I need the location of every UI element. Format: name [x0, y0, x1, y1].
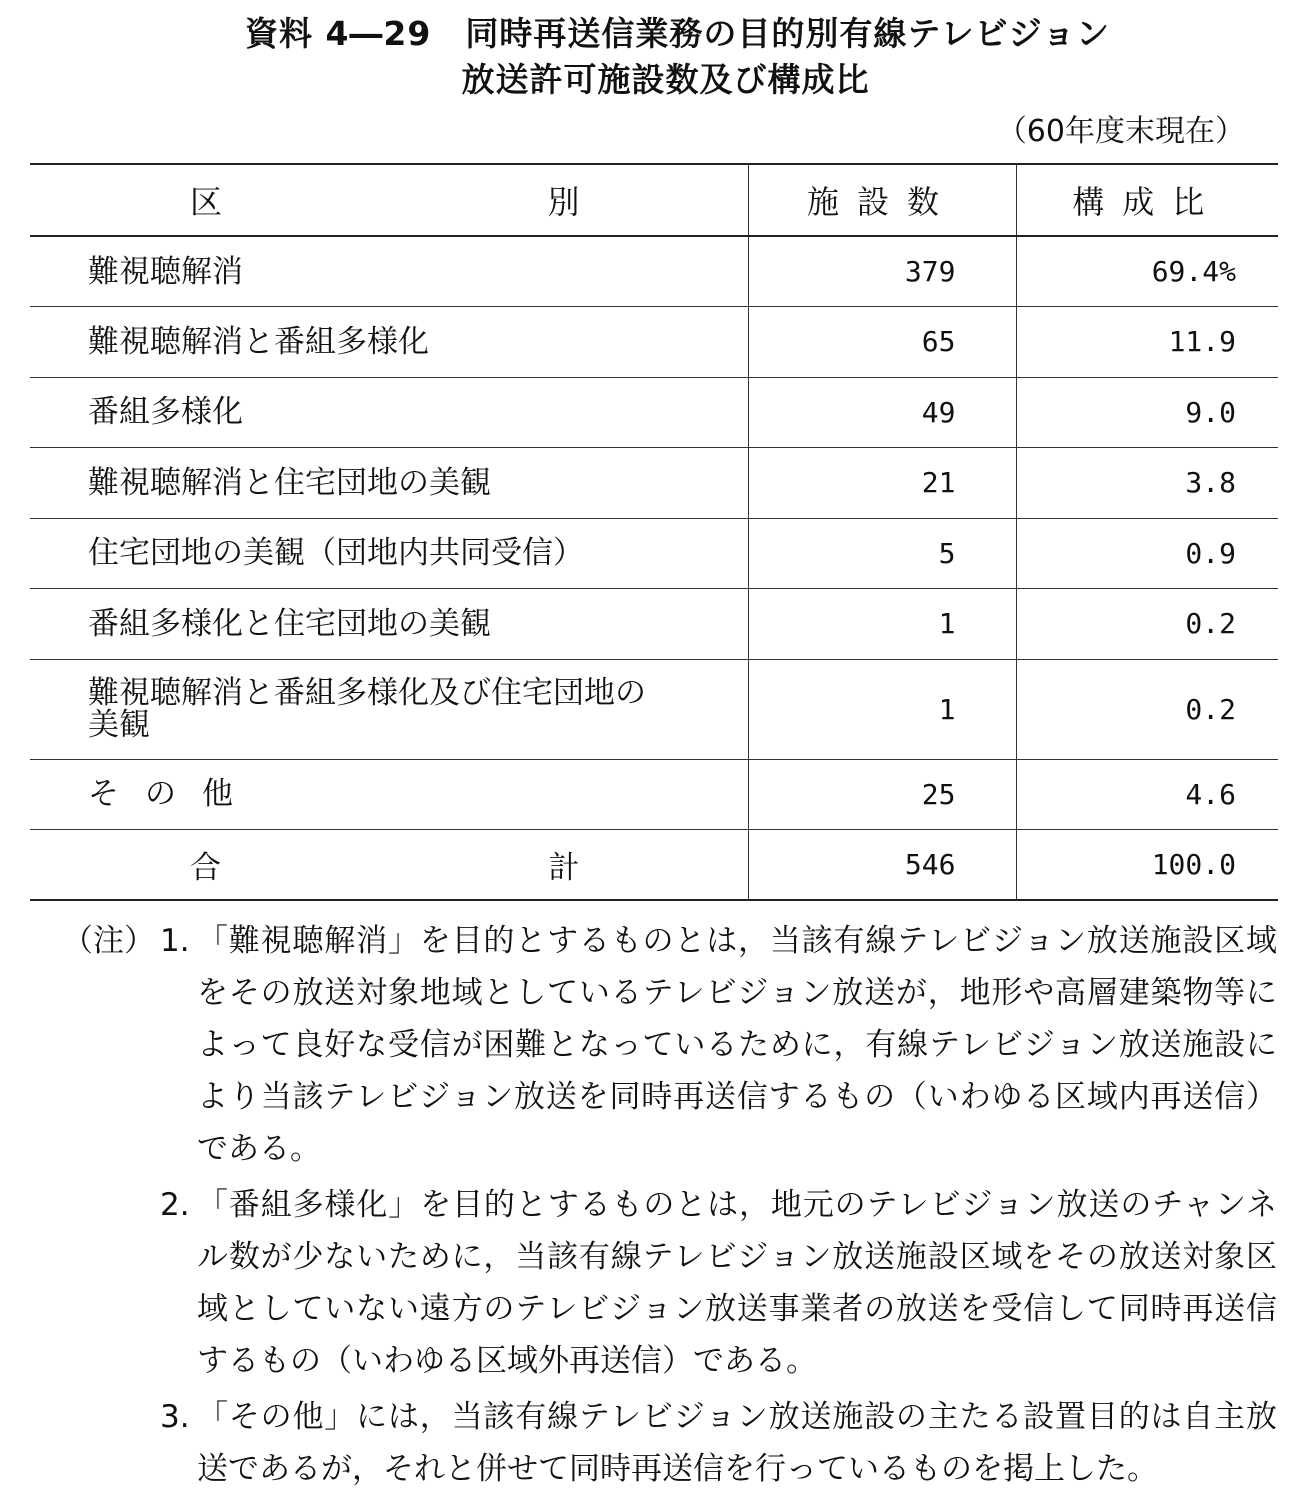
- row-ratio: 0.2: [1016, 589, 1278, 660]
- note-item: [62, 1179, 1277, 1387]
- table-row: [30, 518, 1278, 589]
- row-ratio: 11.9: [1016, 307, 1278, 378]
- row-ratio: 0.9: [1016, 518, 1278, 589]
- row-ratio: 4.6: [1016, 759, 1278, 830]
- table-row: [30, 236, 1278, 307]
- row-label: [30, 659, 748, 759]
- as-of-date-note: （60年度末現在）: [996, 114, 1245, 149]
- facilities-table: [30, 163, 1278, 901]
- header-category-right: 別: [547, 183, 580, 221]
- note-number: 1.: [160, 923, 190, 959]
- notes-heading: （注）: [62, 923, 155, 959]
- row-label: 住宅団地の美観（団地内共同受信）: [88, 535, 584, 572]
- row-count: 65: [748, 307, 1016, 378]
- total-count: 546: [748, 830, 1016, 901]
- table-row: [30, 759, 1278, 830]
- row-ratio: 0.2: [1016, 659, 1278, 759]
- document-title-line1: 資料 4―29 同時再送信業務の目的別有線テレビジョン: [244, 14, 1111, 53]
- row-ratio: 69.4%: [1016, 236, 1278, 307]
- total-row: [30, 830, 1278, 901]
- total-label-left: 合: [190, 850, 221, 886]
- total-label-right: 計: [548, 850, 580, 886]
- note-text: 「その他」には，当該有線テレビジョン放送施設の主たる設置目的は自主放送であるが，それと併せて同時再送信を行っているものを掲上した。: [197, 1399, 1277, 1487]
- note-number: 2.: [160, 1187, 190, 1223]
- table-row: [30, 307, 1278, 378]
- row-label: 番組多様化と住宅団地の美観: [88, 605, 491, 642]
- row-label: その他: [88, 776, 259, 813]
- header-category-left: 区: [190, 183, 223, 221]
- row-ratio: 3.8: [1016, 448, 1278, 519]
- header-facilities: 施設数: [748, 164, 1016, 236]
- row-count: 379: [748, 236, 1016, 307]
- row-label-line1: 難視聴解消と番組多様化及び住宅団地の: [88, 675, 646, 711]
- note-item: [62, 1391, 1277, 1495]
- row-count: 5: [748, 518, 1016, 589]
- row-label: 難視聴解消と番組多様化: [88, 323, 429, 360]
- table-row: [30, 448, 1278, 519]
- row-count: 25: [748, 759, 1016, 830]
- row-count: 21: [748, 448, 1016, 519]
- total-ratio: 100.0: [1016, 830, 1278, 901]
- document-title-line2: 放送許可施設数及び構成比: [461, 60, 870, 99]
- header-category: [30, 164, 748, 236]
- row-ratio: 9.0: [1016, 377, 1278, 448]
- row-count: 1: [748, 659, 1016, 759]
- note-item: [62, 915, 1277, 1175]
- header-ratio: 構成比: [1016, 164, 1278, 236]
- row-label-line2: 美観: [88, 707, 150, 743]
- note-text: 「番組多様化」を目的とするものとは，地元のテレビジョン放送のチャンネル数が少ないために，当該有線テレビジョン放送施設区域をその放送対象区域としていない遠方のテレビジョン放送事業者の放送を受信して同時再送信するもの（いわゆる区域外再送信）である。: [197, 1187, 1277, 1379]
- total-label: [30, 830, 748, 901]
- table-row: [30, 659, 1278, 759]
- row-label: 難視聴解消: [88, 253, 243, 290]
- note-number: 3.: [160, 1399, 190, 1435]
- note-text: 「難視聴解消」を目的とするものとは，当該有線テレビジョン放送施設区域をその放送対象地域としているテレビジョン放送が，地形や高層建築物等によって良好な受信が困難となっているために，有線テレビジョン放送施設により当該テレビジョン放送を同時再送信するもの（いわゆる区域内再送信）である。: [197, 923, 1277, 1167]
- table-row: [30, 377, 1278, 448]
- table-header-row: [30, 164, 1278, 236]
- row-count: 1: [748, 589, 1016, 660]
- row-count: 49: [748, 377, 1016, 448]
- row-label: 番組多様化: [88, 394, 243, 431]
- notes-section: [62, 915, 1277, 1499]
- row-label: 難視聴解消と住宅団地の美観: [88, 464, 491, 501]
- table-row: [30, 589, 1278, 660]
